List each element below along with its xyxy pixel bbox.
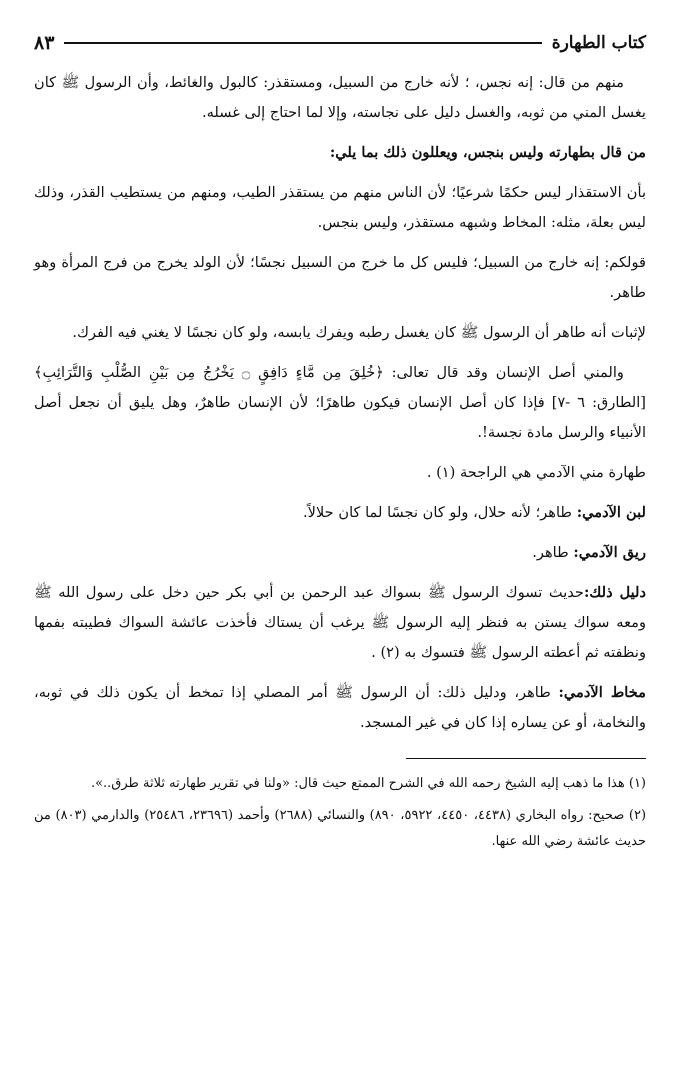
footnote-divider [406, 758, 646, 759]
paragraph-6: والمني أصل الإنسان وقد قال تعالى: ﴿خُلِقَ مِن مَّاءٍ دَافِقٍ ۝ يَخْرُجُ مِن بَيْنِ الصُّلْبِ وَالتَّرَائِبِ﴾ [الطارق: ٦ -٧] فإذا كان أصل الإنسان فيكون طاهرًا؛ لأن الإنسان طاهرٌ، وهل يليق أن نجعل أصل الأنبياء والرسل مادة نجسة!. [34, 364, 646, 441]
paragraph-11-lead: مخاط الآدمي: [558, 684, 646, 701]
footnote-2: (٢) صحيح: رواه البخاري (٤٤٣٨، ٤٤٥٠، ٥٩٢٢، ٨٩٠) والنسائي (٢٦٨٨) وأحمد (٢٣٦٩٦، ٢٥٤٨٦) والدارمي (٨٠٣) من حديث عائشة رضي الله عنها. [34, 808, 647, 849]
paragraph-9-lead: ريق الآدمي: [573, 544, 646, 561]
paragraph-4: قولكم: إنه خارج من السبيل؛ فليس كل ما خرج من السبيل نجسًا؛ لأن الولد يخرج من فرج المرأة وهو طاهر. [34, 254, 646, 301]
page-header [34, 28, 646, 58]
paragraph-10 [34, 578, 646, 668]
paragraph-5: لإثبات أنه طاهر أن الرسول ﷺ كان يغسل رطبه ويفرك يابسه، ولو كان نجسًا لا يغني فيه الفرك. [72, 324, 646, 341]
paragraph-10-text: حديث تسوك الرسول ﷺ بسواك عبد الرحمن بن أبي بكر حين دخل على رسول الله ﷺ ومعه سواك يستن به فنظر إليه الرسول ﷺ يرغب أن يستاك فأخذت عائشة السواك فطيبته بفمها ونظفته ثم أعطته الرسول ﷺ فتسوك به (٢) . [34, 584, 646, 661]
footnote-1: (١) هذا ما ذهب إليه الشيخ رحمه الله في الشرح الممتع حيث قال: «ولنا في تقرير طهارته ثلاثة طرق..». [90, 776, 646, 791]
paragraph-8 [34, 498, 646, 528]
paragraph-9-text: طاهر. [532, 544, 574, 561]
paragraph-9 [34, 538, 646, 568]
paragraph-7: طهارة مني الآدمي هي الراجحة (١) . [426, 464, 646, 481]
footnotes [34, 771, 646, 855]
paragraph-1: منهم من قال: إنه نجس، ؛ لأنه خارج من السبيل، ومستقذر: كالبول والغائط، وأن الرسول ﷺ كان يغسل المني من ثوبه، والغسل دليل على نجاسته، وإلا لما احتاج إلى غسله. [34, 74, 646, 121]
paragraph-11-text: طاهر، ودليل ذلك: أن الرسول ﷺ أمر المصلي إذا تمخط أن يكون ذلك في ثوبه، والنخامة، أو عن يساره إذا كان في غير المسجد. [34, 684, 646, 731]
main-text [34, 68, 646, 738]
header-rule [64, 42, 541, 44]
book-title: كتاب الطهارة [551, 33, 646, 53]
paragraph-3: بأن الاستقذار ليس حكمًا شرعيًا؛ لأن الناس منهم من يستقذر الطيب، ومنهم من يستطيب القذر، وذلك ليس بعلة، مثله: المخاط وشبهه مستقذر، وليس بنجس. [34, 184, 646, 231]
paragraph-8-lead: لبن الآدمي: [576, 504, 646, 521]
paragraph-8-text: طاهر؛ لأنه حلال، ولو كان نجسًا لما كان حلالاً. [303, 504, 577, 521]
paragraph-10-lead: دليل ذلك: [583, 584, 646, 601]
page-number: ٨٣ [34, 32, 55, 54]
paragraph-11 [34, 678, 646, 738]
section-heading: من قال بطهارته وليس بنجس، ويعللون ذلك بما يلي: [329, 144, 646, 161]
